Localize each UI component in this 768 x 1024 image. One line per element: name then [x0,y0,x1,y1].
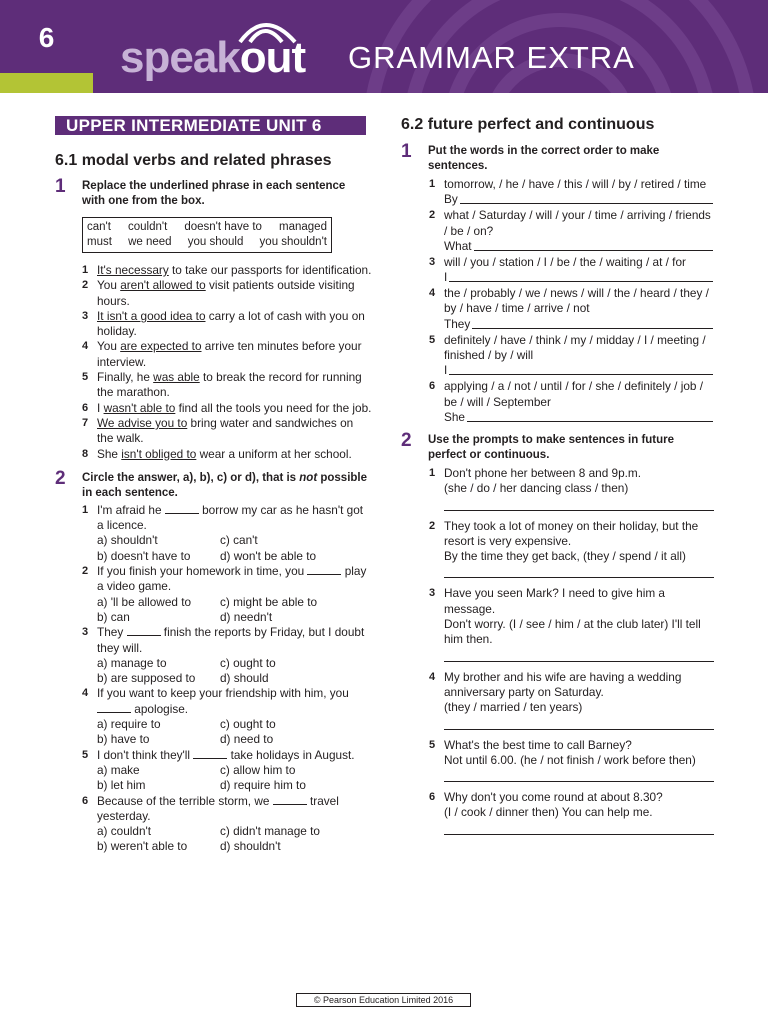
list-item: 4 If you want to keep your friendship with him, you apologise. a) require to c) ought to b) have to d) need to [82,686,367,747]
list-item: 6 Why don't you come round at about 8.30? (I / cook / dinner then) You can help me. [429,790,713,835]
list-item: 2 If you finish your homework in time, you play a video game. a) 'll be allowed to c) might be able to b) can d) needn't [82,564,367,624]
option[interactable]: a) couldn't [97,824,152,839]
list-item: 1 I'm afraid he borrow my car as he hasn't got a licence. a) shouldn't c) can't b) doesn't have to d) won't be able to [82,503,367,564]
exercise-instruction: Replace the underlined phrase in each sentence with one from the box. [82,180,346,207]
option[interactable]: b) are supposed to [97,671,196,686]
logo-speak: speak [120,33,240,82]
copyright-footer: © Pearson Education Limited 2016 [296,993,471,1007]
list-item: 5 Finally, he was able to break the record for running the marathon. [82,370,362,400]
option[interactable]: d) shouldn't [220,839,281,854]
box-word: you shouldn't [259,236,327,248]
exercise-instruction: Put the words in the correct order to make sentences. [428,145,660,172]
list-item: 3 Have you seen Mark? I need to give him a message. Don't worry. (I / see / him / at the club later) I'll tell him then. [429,586,713,661]
exercise-6-1-1 [55,176,371,253]
answer-line[interactable] [444,821,714,835]
page-header [0,0,768,93]
answer-line[interactable] [460,192,713,204]
answer-blank[interactable] [193,748,227,759]
unit-tab-accent [0,73,93,93]
exercise-instruction: Use the prompts to make sentences in future perfect or continuous. [428,433,675,461]
answer-line[interactable] [449,363,713,375]
option[interactable]: c) can't [220,533,258,548]
list-item: 2 They took a lot of money on their holiday, but the resort is very expensive. By the time they get back, (they / spend / it all) [429,519,713,579]
list-item: 7 We advise you to bring water and sandwiches on the walk. [82,415,354,446]
answer-line[interactable] [472,317,713,329]
answer-blank[interactable] [307,564,341,575]
answer-line[interactable] [444,768,714,782]
exercise-6-2-2-items [429,466,713,835]
list-item: 2 what / Saturday / will / your / time / arriving / friends / be / on? What [429,208,713,254]
exercise-6-1-1-items [82,263,372,462]
list-item: 5 definitely / have / think / my / midday / I / meeting / finished / by / will I [429,333,713,379]
answer-blank[interactable] [127,625,161,636]
list-item: 6 Because of the terrible storm, we travel yesterday. a) couldn't c) didn't manage to b) weren't able to d) shouldn't [82,794,367,855]
exercise-6-1-2-items [82,503,367,855]
section-title-6-2: 6.2 future perfect and continuous [401,116,655,133]
box-word: doesn't have to [184,221,262,233]
list-item: 1 tomorrow, / he / have / this / will / by / retired / time By [429,177,713,207]
option[interactable]: c) allow him to [220,762,296,777]
list-item: 6 I wasn't able to find all the tools you need for the job. [82,400,372,415]
exercise-6-1-2 [55,467,371,501]
right-column [401,116,719,843]
left-column [55,116,371,855]
list-item: 4 You are expected to arrive ten minutes before your interview. [82,339,362,369]
option[interactable]: c) didn't manage to [220,824,320,839]
list-item: 3 It isn't a good idea to carry a lot of cash with you on holiday. [82,308,365,339]
option[interactable]: c) might be able to [220,594,318,609]
answer-blank[interactable] [273,794,307,805]
box-word: managed [279,221,327,233]
exercise-6-2-2 [401,429,719,463]
exercise-6-2-1 [401,141,719,174]
logo-out: out [239,33,306,82]
list-item: 2 You aren't allowed to visit patients outside visiting hours. [82,278,355,308]
box-word: can't [87,221,111,233]
box-word: must [87,236,112,248]
answer-line[interactable] [444,564,714,578]
option[interactable]: a) 'll be allowed to [97,594,192,609]
exercise-instruction: Circle the answer, a), b), c) or d), that is not possible in each sentence. [82,471,368,499]
answer-line[interactable] [467,410,713,422]
answer-blank[interactable] [97,702,131,713]
option[interactable]: b) weren't able to [97,839,188,854]
word-box [82,217,332,253]
exercise-number: 2 [401,429,412,451]
list-item: 3 will / you / station / I / be / the / waiting / at / for I [429,255,713,285]
section-title-6-1: 6.1 modal verbs and related phrases [55,152,332,169]
answer-line[interactable] [474,239,713,251]
option[interactable]: a) manage to [97,655,167,670]
exercise-number: 2 [55,467,66,489]
option[interactable]: a) make [97,762,140,777]
list-item: 5 What's the best time to call Barney? Not until 6.00. (he / not finish / work before then) [429,738,713,783]
answer-line[interactable] [444,716,714,730]
option[interactable]: d) won't be able to [220,548,317,563]
option[interactable]: d) should [220,671,269,686]
list-item: 1 It's necessary to take our passports for identification. [82,263,372,277]
option[interactable]: a) require to [97,717,161,732]
answer-blank[interactable] [165,503,199,514]
exercise-number: 1 [401,141,412,162]
option[interactable]: d) needn't [220,609,273,624]
unit-number: 6 [38,22,55,53]
option[interactable]: b) let him [97,778,146,793]
option[interactable]: c) ought to [220,655,276,670]
box-word: couldn't [127,221,168,233]
option[interactable]: c) ought to [220,717,276,732]
box-word: you should [187,236,244,248]
list-item: 6 applying / a / not / until / for / she / definitely / job / be / will / September She [429,379,713,425]
header-title: GRAMMAR EXTRA [348,40,635,75]
answer-line[interactable] [444,648,714,662]
option[interactable]: d) need to [220,732,274,747]
speakout-logo [120,33,306,82]
list-item: 3 They finish the reports by Friday, but I doubt they will. a) manage to c) ought to b) are supposed to d) should [82,625,367,686]
box-word: we need [128,236,172,248]
list-item: 8 She isn't obliged to wear a uniform at her school. [82,446,352,461]
option[interactable]: b) have to [97,732,150,747]
option[interactable]: a) shouldn't [97,533,158,548]
list-item: 5 I don't think they'll take holidays in August. a) make c) allow him to b) let him d) require him to [82,748,367,794]
list-item: 1 Don't phone her between 8 and 9p.m. (she / do / her dancing class / then) [429,466,713,511]
unit-banner: UPPER INTERMEDIATE UNIT 6 [55,116,366,135]
answer-line[interactable] [449,270,713,282]
list-item: 4 My brother and his wife are having a wedding anniversary party on Saturday. (they / married / ten years) [429,670,713,730]
option[interactable]: b) can [97,609,130,624]
option[interactable]: b) doesn't have to [97,548,191,563]
option[interactable]: d) require him to [220,778,306,793]
exercise-number: 1 [55,176,66,197]
list-item: 4 the / probably / we / news / will / the / heard / they / by / have / time / arrive / not They [429,286,713,332]
answer-line[interactable] [444,497,714,511]
exercise-6-2-1-items [429,177,713,425]
